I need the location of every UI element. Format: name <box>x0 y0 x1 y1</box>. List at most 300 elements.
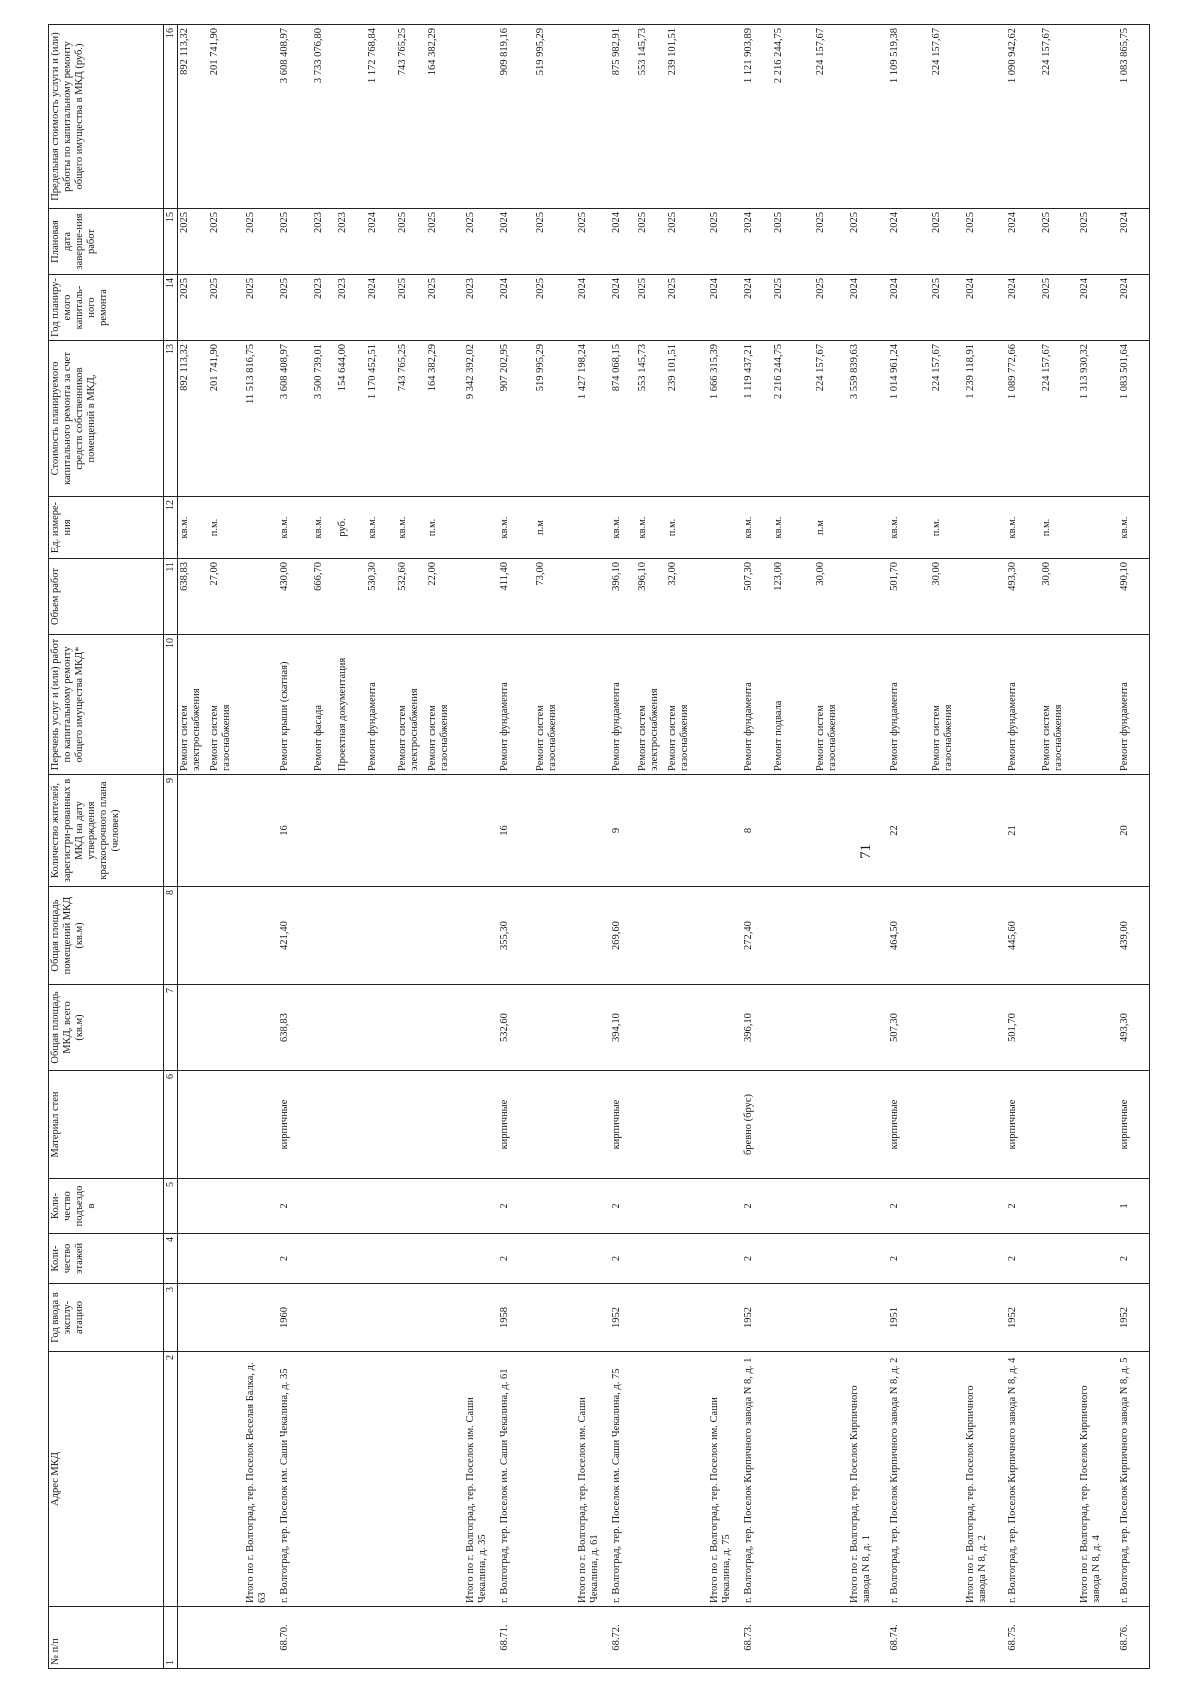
premises-area-cell: 445,60 <box>1006 887 1040 985</box>
unit-cell: кв.м. <box>278 497 312 559</box>
planned-cost-cell: 1 666 315,39 <box>708 341 742 497</box>
work-type-cell: Ремонт фундамента <box>498 635 534 775</box>
address-cell: г. Волгоград, тер. Поселок Кирпичного завода N 8, д. 2 <box>888 1352 930 1607</box>
wall-material-cell: бревно (брус) <box>742 1071 772 1179</box>
floors-cell <box>666 1234 708 1284</box>
column-number-row <box>164 25 178 1669</box>
total-area-cell: 507,30 <box>888 985 930 1071</box>
col-number: 1 <box>164 1607 178 1669</box>
total-area-cell <box>848 985 888 1071</box>
completion-year-cell: 2025 <box>534 209 576 275</box>
table-row <box>312 25 336 1669</box>
entrances-cell: 2 <box>278 1179 312 1234</box>
planned-cost-cell: 239 101,51 <box>666 341 708 497</box>
year-built-cell <box>964 1284 1006 1352</box>
residents-cell <box>336 775 366 887</box>
unit-cell: кв.м. <box>1118 497 1150 559</box>
repair-year-cell: 2025 <box>426 275 464 341</box>
unit-cell: кв.м. <box>772 497 814 559</box>
year-built-cell <box>396 1284 426 1352</box>
year-built-cell <box>464 1284 498 1352</box>
unit-cell: кв.м. <box>636 497 666 559</box>
entrances-cell <box>772 1179 814 1234</box>
completion-year-cell: 2023 <box>312 209 336 275</box>
table-row <box>1118 25 1150 1669</box>
unit-cell: п.м <box>814 497 848 559</box>
table-row <box>426 25 464 1669</box>
wall-material-cell <box>848 1071 888 1179</box>
table-row <box>576 25 610 1669</box>
repair-year-cell: 2025 <box>1040 275 1078 341</box>
wall-material-cell <box>396 1071 426 1179</box>
total-area-cell <box>426 985 464 1071</box>
year-built-cell <box>366 1284 396 1352</box>
address-cell <box>208 1352 244 1607</box>
planned-cost-cell: 743 765,25 <box>396 341 426 497</box>
unit-cell: руб. <box>336 497 366 559</box>
premises-area-cell <box>708 887 742 985</box>
premises-area-cell: 269,60 <box>610 887 636 985</box>
entrances-cell: 2 <box>742 1179 772 1234</box>
entrances-cell <box>930 1179 964 1234</box>
work-volume-cell: 30,00 <box>1040 559 1078 635</box>
table-row <box>278 25 312 1669</box>
wall-material-cell <box>930 1071 964 1179</box>
completion-year-cell: 2023 <box>336 209 366 275</box>
wall-material-cell: кирпичные <box>498 1071 534 1179</box>
work-volume-cell: 411,40 <box>498 559 534 635</box>
max-cost-cell: 892 113,32 <box>178 25 208 209</box>
repair-year-cell: 2024 <box>610 275 636 341</box>
work-volume-cell: 396,10 <box>636 559 666 635</box>
total-area-cell <box>312 985 336 1071</box>
completion-year-cell: 2025 <box>1040 209 1078 275</box>
entrances-cell <box>464 1179 498 1234</box>
residents-cell <box>708 775 742 887</box>
row-number-cell <box>814 1607 848 1669</box>
col-header-8: Общая площадь помещений МКД (кв.м) <box>49 887 164 985</box>
row-number-cell <box>244 1607 278 1669</box>
floors-cell: 2 <box>742 1234 772 1284</box>
work-type-cell: Ремонт фундамента <box>366 635 396 775</box>
repair-year-cell: 2025 <box>396 275 426 341</box>
repair-year-cell: 2024 <box>1006 275 1040 341</box>
table-row <box>1078 25 1118 1669</box>
floors-cell <box>336 1234 366 1284</box>
work-type-cell <box>244 635 278 775</box>
work-type-cell <box>1078 635 1118 775</box>
premises-area-cell <box>930 887 964 985</box>
entrances-cell <box>178 1179 208 1234</box>
work-type-cell: Ремонт фундамента <box>742 635 772 775</box>
premises-area-cell <box>426 887 464 985</box>
work-type-cell: Ремонт систем электроснабжения <box>636 635 666 775</box>
row-number-cell: 68.71. <box>498 1607 534 1669</box>
address-cell <box>178 1352 208 1607</box>
repair-year-cell: 2024 <box>1118 275 1150 341</box>
work-type-cell: Ремонт фундамента <box>1118 635 1150 775</box>
col-header-13: Стоимость планируемого капитального ремонта за счет средств собственников помещений в МКД, <box>49 341 164 497</box>
address-cell <box>534 1352 576 1607</box>
work-volume-cell: 30,00 <box>814 559 848 635</box>
work-volume-cell <box>848 559 888 635</box>
completion-year-cell: 2024 <box>366 209 396 275</box>
planned-cost-cell: 1 083 501,64 <box>1118 341 1150 497</box>
col-header-14: Год планиру-емого капиталь-ного ремонта <box>49 275 164 341</box>
year-built-cell: 1958 <box>498 1284 534 1352</box>
work-volume-cell <box>336 559 366 635</box>
col-number: 14 <box>164 275 178 341</box>
work-type-cell: Ремонт фасада <box>312 635 336 775</box>
row-number-cell <box>848 1607 888 1669</box>
work-type-cell: Ремонт систем газоснабжения <box>534 635 576 775</box>
table-row <box>814 25 848 1669</box>
work-type-cell <box>964 635 1006 775</box>
residents-cell <box>396 775 426 887</box>
floors-cell <box>576 1234 610 1284</box>
floors-cell <box>636 1234 666 1284</box>
entrances-cell: 2 <box>610 1179 636 1234</box>
repair-year-cell: 2024 <box>964 275 1006 341</box>
col-header-16: Предельная стоимость услуги и (или) работы по капитальному ремонту общего имущества в МКД (руб.) <box>49 25 164 209</box>
entrances-cell <box>814 1179 848 1234</box>
work-type-cell: Ремонт систем газоснабжения <box>930 635 964 775</box>
table-row <box>964 25 1006 1669</box>
premises-area-cell: 439,00 <box>1118 887 1150 985</box>
completion-year-cell: 2025 <box>964 209 1006 275</box>
work-volume-cell: 396,10 <box>610 559 636 635</box>
year-built-cell <box>576 1284 610 1352</box>
max-cost-cell <box>1078 25 1118 209</box>
completion-year-cell: 2024 <box>742 209 772 275</box>
work-volume-cell <box>964 559 1006 635</box>
year-built-cell <box>426 1284 464 1352</box>
table-row <box>772 25 814 1669</box>
wall-material-cell <box>708 1071 742 1179</box>
work-volume-cell <box>244 559 278 635</box>
work-volume-cell <box>708 559 742 635</box>
work-type-cell: Ремонт систем электроснабжения <box>396 635 426 775</box>
entrances-cell: 2 <box>1006 1179 1040 1234</box>
planned-cost-cell: 3 608 408,97 <box>278 341 312 497</box>
entrances-cell: 2 <box>888 1179 930 1234</box>
address-cell: Итого по г. Волгоград, тер. Поселок Кирпичного завода N 8, д. 4 <box>1078 1352 1118 1607</box>
wall-material-cell <box>312 1071 336 1179</box>
max-cost-cell <box>964 25 1006 209</box>
premises-area-cell <box>178 887 208 985</box>
max-cost-cell: 3 608 408,97 <box>278 25 312 209</box>
row-number-cell <box>708 1607 742 1669</box>
residents-cell: 16 <box>498 775 534 887</box>
residents-cell <box>848 775 888 887</box>
work-type-cell: Ремонт систем газоснабжения <box>814 635 848 775</box>
wall-material-cell <box>366 1071 396 1179</box>
work-volume-cell: 493,30 <box>1006 559 1040 635</box>
planned-cost-cell: 3 500 739,01 <box>312 341 336 497</box>
work-volume-cell: 73,00 <box>534 559 576 635</box>
col-number: 4 <box>164 1234 178 1284</box>
row-number-cell <box>576 1607 610 1669</box>
address-cell: г. Волгоград, тер. Поселок Кирпичного завода N 8, д. 5 <box>1118 1352 1150 1607</box>
max-cost-cell: 2 216 244,75 <box>772 25 814 209</box>
residents-cell <box>312 775 336 887</box>
floors-cell: 2 <box>888 1234 930 1284</box>
total-area-cell <box>244 985 278 1071</box>
col-number: 7 <box>164 985 178 1071</box>
col-header-2: Адрес МКД <box>49 1352 164 1607</box>
completion-year-cell: 2024 <box>1118 209 1150 275</box>
work-type-cell: Ремонт систем газоснабжения <box>1040 635 1078 775</box>
floors-cell <box>534 1234 576 1284</box>
max-cost-cell: 875 982,91 <box>610 25 636 209</box>
wall-material-cell <box>1040 1071 1078 1179</box>
total-area-cell: 396,10 <box>742 985 772 1071</box>
premises-area-cell <box>576 887 610 985</box>
total-area-cell <box>178 985 208 1071</box>
work-type-cell: Ремонт фундамента <box>610 635 636 775</box>
year-built-cell <box>244 1284 278 1352</box>
work-type-cell: Ремонт систем газоснабжения <box>426 635 464 775</box>
table-body <box>178 25 1150 1669</box>
premises-area-cell <box>666 887 708 985</box>
unit-cell <box>464 497 498 559</box>
address-cell <box>396 1352 426 1607</box>
table-row <box>464 25 498 1669</box>
planned-cost-cell: 9 342 392,02 <box>464 341 498 497</box>
unit-cell: п.м. <box>426 497 464 559</box>
unit-cell: п.м <box>534 497 576 559</box>
residents-cell: 16 <box>278 775 312 887</box>
residents-cell <box>666 775 708 887</box>
max-cost-cell: 164 382,29 <box>426 25 464 209</box>
entrances-cell <box>1040 1179 1078 1234</box>
table-row <box>366 25 396 1669</box>
premises-area-cell <box>208 887 244 985</box>
address-cell <box>426 1352 464 1607</box>
floors-cell <box>366 1234 396 1284</box>
planned-cost-cell: 1 089 772,66 <box>1006 341 1040 497</box>
repair-year-cell: 2023 <box>336 275 366 341</box>
work-type-cell: Ремонт систем электроснабжения <box>178 635 208 775</box>
premises-area-cell <box>772 887 814 985</box>
year-built-cell <box>708 1284 742 1352</box>
completion-year-cell: 2025 <box>814 209 848 275</box>
year-built-cell <box>772 1284 814 1352</box>
address-cell: Итого по г. Волгоград, тер. Поселок Кирпичного завода N 8, д. 2 <box>964 1352 1006 1607</box>
residents-cell <box>576 775 610 887</box>
row-number-cell <box>366 1607 396 1669</box>
year-built-cell <box>178 1284 208 1352</box>
planned-cost-cell: 1 119 437,21 <box>742 341 772 497</box>
total-area-cell <box>534 985 576 1071</box>
table-row <box>636 25 666 1669</box>
year-built-cell <box>208 1284 244 1352</box>
work-type-cell: Ремонт систем газоснабжения <box>208 635 244 775</box>
completion-year-cell: 2025 <box>930 209 964 275</box>
premises-area-cell <box>1040 887 1078 985</box>
completion-year-cell: 2025 <box>576 209 610 275</box>
wall-material-cell <box>666 1071 708 1179</box>
row-number-cell: 68.72. <box>610 1607 636 1669</box>
entrances-cell <box>708 1179 742 1234</box>
address-cell <box>1040 1352 1078 1607</box>
max-cost-cell <box>576 25 610 209</box>
planned-cost-cell: 874 068,15 <box>610 341 636 497</box>
total-area-cell <box>814 985 848 1071</box>
address-cell: г. Волгоград, тер. Поселок Кирпичного завода N 8, д. 4 <box>1006 1352 1040 1607</box>
year-built-cell <box>336 1284 366 1352</box>
unit-cell: кв.м. <box>498 497 534 559</box>
residents-cell: 9 <box>610 775 636 887</box>
work-volume-cell <box>464 559 498 635</box>
row-number-cell <box>964 1607 1006 1669</box>
table-row <box>888 25 930 1669</box>
address-cell: г. Волгоград, тер. Поселок им. Саши Чекалина, д. 61 <box>498 1352 534 1607</box>
premises-area-cell <box>396 887 426 985</box>
premises-area-cell <box>464 887 498 985</box>
year-built-cell <box>312 1284 336 1352</box>
max-cost-cell <box>336 25 366 209</box>
residents-cell <box>534 775 576 887</box>
planned-cost-cell: 201 741,90 <box>208 341 244 497</box>
floors-cell <box>814 1234 848 1284</box>
residents-cell <box>814 775 848 887</box>
work-volume-cell: 30,00 <box>930 559 964 635</box>
row-number-cell <box>666 1607 708 1669</box>
residents-cell <box>1040 775 1078 887</box>
completion-year-cell: 2025 <box>396 209 426 275</box>
residents-cell <box>636 775 666 887</box>
col-header-12: Ед. измере-ния <box>49 497 164 559</box>
repair-year-cell: 2025 <box>930 275 964 341</box>
table-row <box>1006 25 1040 1669</box>
total-area-cell <box>772 985 814 1071</box>
row-number-cell <box>1040 1607 1078 1669</box>
total-area-cell: 493,30 <box>1118 985 1150 1071</box>
row-number-cell <box>208 1607 244 1669</box>
address-cell: Итого по г. Волгоград, тер. Поселок им. Саши Чекалина, д. 75 <box>708 1352 742 1607</box>
premises-area-cell <box>636 887 666 985</box>
premises-area-cell <box>366 887 396 985</box>
table-row <box>534 25 576 1669</box>
completion-year-cell: 2024 <box>610 209 636 275</box>
residents-cell <box>426 775 464 887</box>
completion-year-cell: 2025 <box>848 209 888 275</box>
repair-year-cell: 2024 <box>742 275 772 341</box>
wall-material-cell: кирпичные <box>610 1071 636 1179</box>
unit-cell <box>576 497 610 559</box>
col-header-11: Объем работ <box>49 559 164 635</box>
work-volume-cell: 430,00 <box>278 559 312 635</box>
repair-year-cell: 2024 <box>888 275 930 341</box>
max-cost-cell: 909 819,16 <box>498 25 534 209</box>
max-cost-cell <box>708 25 742 209</box>
wall-material-cell <box>1078 1071 1118 1179</box>
planned-cost-cell: 11 513 816,75 <box>244 341 278 497</box>
wall-material-cell: кирпичные <box>1118 1071 1150 1179</box>
work-volume-cell: 666,70 <box>312 559 336 635</box>
wall-material-cell: кирпичные <box>888 1071 930 1179</box>
floors-cell <box>396 1234 426 1284</box>
floors-cell: 2 <box>1118 1234 1150 1284</box>
floors-cell <box>1040 1234 1078 1284</box>
year-built-cell: 1951 <box>888 1284 930 1352</box>
header-row <box>49 25 164 1669</box>
max-cost-cell <box>464 25 498 209</box>
wall-material-cell <box>636 1071 666 1179</box>
col-number: 9 <box>164 775 178 887</box>
premises-area-cell: 272,40 <box>742 887 772 985</box>
repair-year-cell: 2025 <box>178 275 208 341</box>
completion-year-cell: 2025 <box>244 209 278 275</box>
work-type-cell: Ремонт крыши (скатная) <box>278 635 312 775</box>
residents-cell <box>1078 775 1118 887</box>
row-number-cell: 68.74. <box>888 1607 930 1669</box>
repair-plan-table <box>48 24 1150 1669</box>
max-cost-cell: 553 145,73 <box>636 25 666 209</box>
col-header-4: Коли-чество этажей <box>49 1234 164 1284</box>
entrances-cell <box>636 1179 666 1234</box>
row-number-cell <box>636 1607 666 1669</box>
total-area-cell: 638,83 <box>278 985 312 1071</box>
col-number: 16 <box>164 25 178 209</box>
completion-year-cell: 2025 <box>636 209 666 275</box>
premises-area-cell: 464,50 <box>888 887 930 985</box>
premises-area-cell <box>312 887 336 985</box>
total-area-cell: 394,10 <box>610 985 636 1071</box>
entrances-cell <box>1078 1179 1118 1234</box>
col-number: 12 <box>164 497 178 559</box>
residents-cell <box>366 775 396 887</box>
work-volume-cell: 123,00 <box>772 559 814 635</box>
repair-year-cell: 2024 <box>498 275 534 341</box>
repair-year-cell: 2025 <box>278 275 312 341</box>
unit-cell: кв.м. <box>312 497 336 559</box>
entrances-cell <box>208 1179 244 1234</box>
work-type-cell: Проектная документация <box>336 635 366 775</box>
work-type-cell: Ремонт подвала <box>772 635 814 775</box>
planned-cost-cell: 1 427 198,24 <box>576 341 610 497</box>
completion-year-cell: 2025 <box>708 209 742 275</box>
total-area-cell <box>464 985 498 1071</box>
work-volume-cell: 27,00 <box>208 559 244 635</box>
entrances-cell <box>848 1179 888 1234</box>
floors-cell <box>464 1234 498 1284</box>
premises-area-cell <box>964 887 1006 985</box>
row-number-cell <box>464 1607 498 1669</box>
table-row <box>610 25 636 1669</box>
col-number: 8 <box>164 887 178 985</box>
row-number-cell: 68.75. <box>1006 1607 1040 1669</box>
row-number-cell <box>772 1607 814 1669</box>
planned-cost-cell: 1 313 930,32 <box>1078 341 1118 497</box>
floors-cell: 2 <box>498 1234 534 1284</box>
work-volume-cell: 507,30 <box>742 559 772 635</box>
table-row <box>244 25 278 1669</box>
work-type-cell: Ремонт фундамента <box>1006 635 1040 775</box>
premises-area-cell <box>848 887 888 985</box>
premises-area-cell <box>336 887 366 985</box>
entrances-cell <box>366 1179 396 1234</box>
wall-material-cell <box>426 1071 464 1179</box>
floors-cell <box>772 1234 814 1284</box>
total-area-cell <box>576 985 610 1071</box>
residents-cell: 21 <box>1006 775 1040 887</box>
unit-cell: п.м. <box>208 497 244 559</box>
repair-year-cell: 2024 <box>848 275 888 341</box>
table-row <box>742 25 772 1669</box>
residents-cell <box>772 775 814 887</box>
